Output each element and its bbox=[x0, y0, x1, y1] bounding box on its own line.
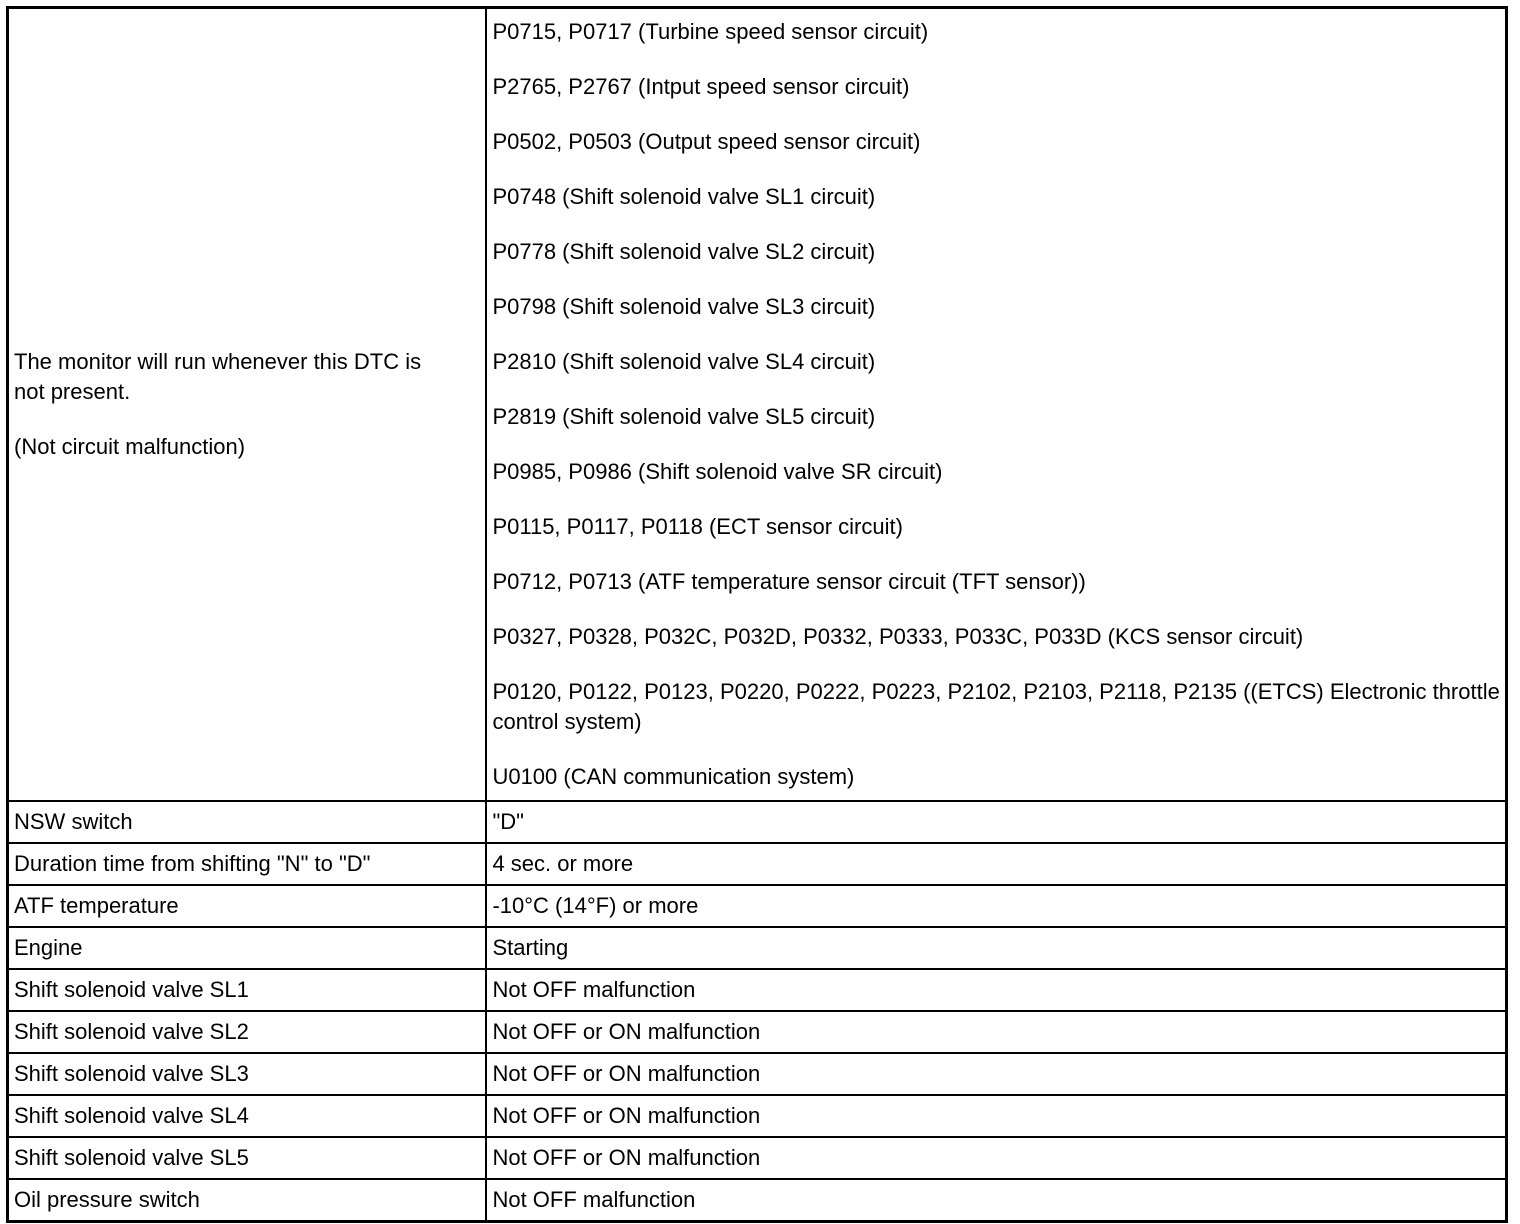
dtc-condition-row bbox=[8, 8, 1507, 802]
row-label: Shift solenoid valve SL3 bbox=[8, 1053, 487, 1095]
dtc-item: P0120, P0122, P0123, P0220, P0222, P0223, P2102, P2103, P2118, P2135 ((ETCS) Electronic throttle control system) bbox=[492, 679, 1500, 734]
dtc-list-cell bbox=[486, 8, 1506, 802]
dtc-item: P0712, P0713 (ATF temperature sensor circuit (TFT sensor)) bbox=[492, 569, 1086, 594]
row-value: Not OFF or ON malfunction bbox=[486, 1095, 1506, 1137]
dtc-item: P0798 (Shift solenoid valve SL3 circuit) bbox=[492, 294, 876, 319]
dtc-condition-line1: The monitor will run whenever this DTC is bbox=[14, 349, 422, 374]
dtc-item: P0327, P0328, P032C, P032D, P0332, P0333, P033C, P033D (KCS sensor circuit) bbox=[492, 624, 1304, 649]
row-label: Engine bbox=[8, 927, 487, 969]
row-label: Shift solenoid valve SL5 bbox=[8, 1137, 487, 1179]
dtc-item: P0715, P0717 (Turbine speed sensor circuit) bbox=[492, 19, 929, 44]
row-value: Not OFF or ON malfunction bbox=[486, 1137, 1506, 1179]
spacer bbox=[14, 407, 480, 432]
row-label: Shift solenoid valve SL1 bbox=[8, 969, 487, 1011]
row-value: 4 sec. or more bbox=[486, 843, 1506, 885]
row-value: -10°C (14°F) or more bbox=[486, 885, 1506, 927]
table-row bbox=[8, 927, 1507, 969]
dtc-item: U0100 (CAN communication system) bbox=[492, 764, 855, 789]
row-label: ATF temperature bbox=[8, 885, 487, 927]
table-row bbox=[8, 1179, 1507, 1222]
row-value: Not OFF malfunction bbox=[486, 969, 1506, 1011]
dtc-item: P0502, P0503 (Output speed sensor circuit) bbox=[492, 129, 921, 154]
table-row bbox=[8, 1095, 1507, 1137]
table-row bbox=[8, 1011, 1507, 1053]
row-label: NSW switch bbox=[8, 801, 487, 843]
dtc-item: P2819 (Shift solenoid valve SL5 circuit) bbox=[492, 404, 876, 429]
dtc-item: P2810 (Shift solenoid valve SL4 circuit) bbox=[492, 349, 876, 374]
table-row bbox=[8, 1137, 1507, 1179]
table-row bbox=[8, 969, 1507, 1011]
row-value: Starting bbox=[486, 927, 1506, 969]
dtc-item: P0748 (Shift solenoid valve SL1 circuit) bbox=[492, 184, 876, 209]
table-row bbox=[8, 843, 1507, 885]
dtc-item: P0985, P0986 (Shift solenoid valve SR circuit) bbox=[492, 459, 943, 484]
table-row bbox=[8, 885, 1507, 927]
table-row bbox=[8, 1053, 1507, 1095]
row-value: "D" bbox=[486, 801, 1506, 843]
monitor-conditions-table bbox=[6, 6, 1508, 1223]
row-label: Shift solenoid valve SL4 bbox=[8, 1095, 487, 1137]
dtc-condition-line2: not present. bbox=[14, 379, 131, 404]
row-label: Duration time from shifting "N" to "D" bbox=[8, 843, 487, 885]
table-row bbox=[8, 801, 1507, 843]
dtc-item: P2765, P2767 (Intput speed sensor circuit) bbox=[492, 74, 910, 99]
row-value: Not OFF or ON malfunction bbox=[486, 1053, 1506, 1095]
dtc-condition-note: (Not circuit malfunction) bbox=[14, 434, 246, 459]
row-label: Oil pressure switch bbox=[8, 1179, 487, 1222]
row-value: Not OFF malfunction bbox=[486, 1179, 1506, 1222]
row-label: Shift solenoid valve SL2 bbox=[8, 1011, 487, 1053]
dtc-item: P0778 (Shift solenoid valve SL2 circuit) bbox=[492, 239, 876, 264]
dtc-item: P0115, P0117, P0118 (ECT sensor circuit) bbox=[492, 514, 903, 539]
row-value: Not OFF or ON malfunction bbox=[486, 1011, 1506, 1053]
dtc-condition-cell bbox=[8, 8, 487, 802]
